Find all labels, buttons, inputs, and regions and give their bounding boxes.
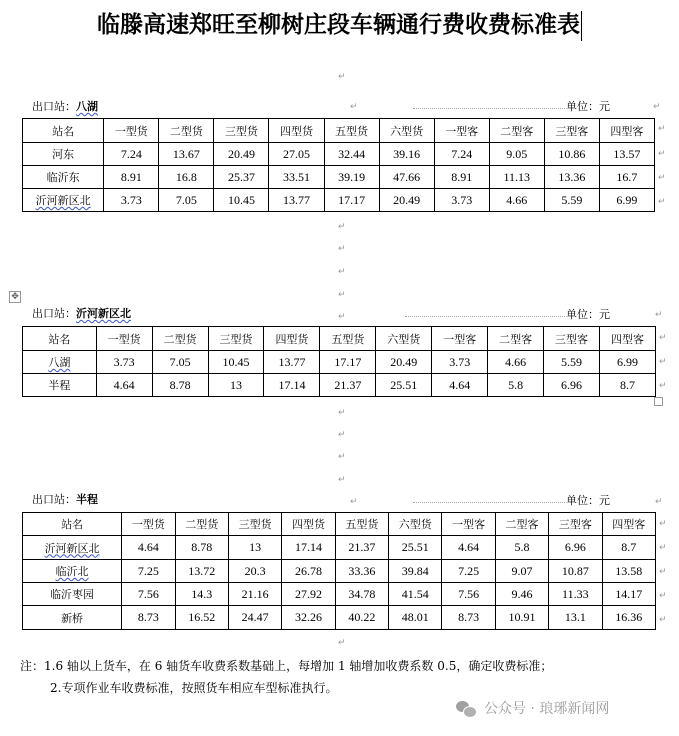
- station-name: 临沂东: [23, 166, 104, 189]
- paragraph-mark: ↵: [338, 222, 346, 232]
- station-name: 沂河新区北: [23, 189, 104, 212]
- fee-cell: 32.44: [324, 143, 379, 166]
- row-end-mark: ↵: [659, 333, 667, 343]
- fee-cell: 13.57: [599, 143, 654, 166]
- table-row: [23, 606, 656, 630]
- paragraph-mark: ↵: [338, 475, 346, 485]
- fee-cell: 9.46: [495, 583, 548, 606]
- column-header: 四型客: [600, 327, 656, 351]
- column-header: 四型客: [599, 119, 654, 143]
- fee-table-bahu: [22, 118, 655, 212]
- fee-cell: 7.24: [434, 143, 489, 166]
- table-resize-handle[interactable]: [654, 397, 663, 406]
- exit-prefix: 出口站：: [32, 307, 76, 320]
- column-header: 四型货: [282, 513, 335, 536]
- fee-cell: 3.73: [96, 351, 152, 374]
- table-row: [23, 143, 655, 166]
- watermark: [456, 699, 609, 719]
- column-header: 三型客: [544, 327, 600, 351]
- column-header: 一型货: [104, 119, 159, 143]
- document-title: [0, 8, 679, 42]
- table-move-handle-icon[interactable]: ✥: [9, 291, 21, 303]
- row-end-mark: ↵: [658, 124, 666, 134]
- column-header: 六型货: [389, 513, 442, 536]
- fee-cell: 39.19: [324, 166, 379, 189]
- column-header: 二型货: [175, 513, 228, 536]
- row-end-mark: ↵: [658, 149, 666, 159]
- column-header: 四型货: [264, 327, 320, 351]
- fee-cell: 10.45: [214, 189, 269, 212]
- fee-cell: 8.91: [434, 166, 489, 189]
- fee-cell: 14.17: [602, 583, 655, 606]
- fee-cell: 25.37: [214, 166, 269, 189]
- fee-cell: 11.33: [549, 583, 602, 606]
- fee-cell: 5.8: [488, 374, 544, 397]
- fee-cell: 7.25: [122, 560, 175, 583]
- fee-cell: 11.13: [489, 166, 544, 189]
- fee-cell: 6.99: [600, 351, 656, 374]
- tab-leader-dots: [413, 108, 565, 109]
- fee-table-bancheng: [22, 512, 656, 630]
- column-header: 三型货: [228, 513, 281, 536]
- fee-cell: 3.73: [432, 351, 488, 374]
- table-row: [23, 166, 655, 189]
- fee-cell: 48.01: [389, 606, 442, 630]
- fee-cell: 13: [208, 374, 264, 397]
- fee-cell: 41.54: [389, 583, 442, 606]
- fee-cell: 8.78: [152, 374, 208, 397]
- exit-station-name: 沂河新区北: [76, 307, 131, 320]
- table-header-row: [23, 119, 655, 143]
- fee-cell: 13.1: [549, 606, 602, 630]
- fee-cell: 8.78: [175, 536, 228, 560]
- fee-cell: 6.96: [544, 374, 600, 397]
- column-header: 一型货: [122, 513, 175, 536]
- column-header: 二型客: [488, 327, 544, 351]
- fee-cell: 9.07: [495, 560, 548, 583]
- station-name: 八湖: [23, 351, 97, 374]
- row-end-mark: ↵: [659, 591, 667, 601]
- note-line-2: 2.专项作业车收费标准，按照货车相应车型标准执行。: [50, 681, 338, 695]
- paragraph-mark: ↵: [338, 244, 346, 254]
- paragraph-mark: ↵: [338, 638, 346, 648]
- fee-cell: 10.45: [208, 351, 264, 374]
- fee-cell: 7.56: [122, 583, 175, 606]
- fee-cell: 8.91: [104, 166, 159, 189]
- fee-cell: 8.7: [600, 374, 656, 397]
- column-header: 三型货: [208, 327, 264, 351]
- fee-cell: 39.84: [389, 560, 442, 583]
- fee-cell: 7.24: [104, 143, 159, 166]
- column-header: 四型客: [602, 513, 655, 536]
- fee-cell: 13.72: [175, 560, 228, 583]
- unit-label-1: 单位：元: [566, 100, 610, 113]
- column-header: 三型客: [549, 513, 602, 536]
- column-header: 一型货: [96, 327, 152, 351]
- column-header: 五型货: [335, 513, 388, 536]
- note-line-1: 注：1.6 轴以上货车，在 6 轴货车收费系数基础上，每增加 1 轴增加收费系数 0.5，确定收费标准；: [20, 659, 553, 673]
- fee-cell: 34.78: [335, 583, 388, 606]
- fee-cell: 27.05: [269, 143, 324, 166]
- table-row: [23, 560, 656, 583]
- row-end-mark: ↵: [659, 543, 667, 553]
- station-name: 河东: [23, 143, 104, 166]
- fee-cell: 13.77: [269, 189, 324, 212]
- fee-cell: 5.59: [544, 189, 599, 212]
- fee-cell: 8.73: [442, 606, 495, 630]
- text-cursor: [581, 11, 582, 41]
- fee-cell: 13.58: [602, 560, 655, 583]
- fee-cell: 10.87: [549, 560, 602, 583]
- unit-label-3: 单位：元: [566, 494, 610, 507]
- row-end-mark: ↵: [658, 173, 666, 183]
- fee-cell: 7.25: [442, 560, 495, 583]
- fee-cell: 21.37: [335, 536, 388, 560]
- column-header: 三型客: [544, 119, 599, 143]
- station-name: 沂河新区北: [23, 536, 122, 560]
- fee-table-yihe-xinqu-bei: [22, 326, 656, 397]
- station-name: 临沂枣园: [23, 583, 122, 606]
- fee-cell: 27.92: [282, 583, 335, 606]
- fee-cell: 4.66: [489, 189, 544, 212]
- fee-cell: 13: [228, 536, 281, 560]
- table-header-row: [23, 327, 656, 351]
- tab-leader-dots: [405, 316, 565, 317]
- title-text: 临滕高速郑旺至柳树庄段车辆通行费收费标准表: [97, 11, 580, 38]
- fee-cell: 4.64: [432, 374, 488, 397]
- fee-cell: 14.3: [175, 583, 228, 606]
- paragraph-mark: ↵: [338, 430, 346, 440]
- fee-cell: 47.66: [379, 166, 434, 189]
- table-row: [23, 536, 656, 560]
- fee-cell: 6.96: [549, 536, 602, 560]
- fee-cell: 20.49: [214, 143, 269, 166]
- exit-station-label-2: [32, 307, 131, 321]
- fee-cell: 13.77: [264, 351, 320, 374]
- fee-cell: 13.67: [159, 143, 214, 166]
- fee-cell: 3.73: [434, 189, 489, 212]
- column-header: 六型货: [379, 119, 434, 143]
- column-header: 一型客: [434, 119, 489, 143]
- fee-cell: 21.37: [320, 374, 376, 397]
- column-header: 二型货: [159, 119, 214, 143]
- table-row: [23, 351, 656, 374]
- fee-cell: 17.14: [282, 536, 335, 560]
- column-header: 五型货: [320, 327, 376, 351]
- fee-cell: 7.05: [152, 351, 208, 374]
- fee-cell: 4.64: [122, 536, 175, 560]
- fee-cell: 5.8: [495, 536, 548, 560]
- paragraph-mark: ↵: [655, 497, 663, 507]
- fee-cell: 17.14: [264, 374, 320, 397]
- paragraph-mark: ↵: [350, 102, 358, 112]
- paragraph-mark: ↵: [338, 312, 346, 322]
- fee-cell: 33.51: [269, 166, 324, 189]
- fee-cell: 6.99: [599, 189, 654, 212]
- paragraph-mark: ↵: [338, 452, 346, 462]
- fee-cell: 20.49: [379, 189, 434, 212]
- fee-cell: 26.78: [282, 560, 335, 583]
- wechat-icon: [456, 701, 478, 717]
- column-header: 一型客: [432, 327, 488, 351]
- fee-cell: 7.56: [442, 583, 495, 606]
- column-header: 二型客: [489, 119, 544, 143]
- column-header: 六型货: [376, 327, 432, 351]
- watermark-text: 公众号 · 琅琊新闻网: [484, 701, 610, 717]
- exit-station-label-3: [32, 493, 98, 507]
- column-header: 二型客: [495, 513, 548, 536]
- paragraph-mark: ↵: [655, 310, 663, 320]
- station-name: 临沂北: [23, 560, 122, 583]
- table-header-row: [23, 513, 656, 536]
- unit-label-2: 单位：元: [566, 308, 610, 321]
- fee-cell: 25.51: [376, 374, 432, 397]
- row-end-mark: ↵: [659, 615, 667, 625]
- fee-cell: 10.91: [495, 606, 548, 630]
- tab-leader-dots: [413, 502, 565, 503]
- row-end-mark: ↵: [659, 381, 667, 391]
- fee-cell: 16.8: [159, 166, 214, 189]
- fee-cell: 4.64: [96, 374, 152, 397]
- fee-cell: 8.73: [122, 606, 175, 630]
- station-name: 新桥: [23, 606, 122, 630]
- paragraph-mark: ↵: [653, 102, 661, 112]
- notes: [20, 655, 552, 699]
- table-row: [23, 374, 656, 397]
- fee-cell: 16.7: [599, 166, 654, 189]
- exit-station-name: 半程: [76, 493, 98, 506]
- column-header: 站名: [23, 327, 97, 351]
- row-end-mark: ↵: [659, 567, 667, 577]
- fee-cell: 39.16: [379, 143, 434, 166]
- paragraph-mark: ↵: [338, 408, 346, 418]
- row-end-mark: ↵: [659, 519, 667, 529]
- fee-cell: 10.86: [544, 143, 599, 166]
- exit-station-label-1: [32, 100, 98, 114]
- column-header: 三型货: [214, 119, 269, 143]
- fee-cell: 25.51: [389, 536, 442, 560]
- column-header: 站名: [23, 513, 122, 536]
- row-end-mark: ↵: [658, 197, 666, 207]
- column-header: 四型货: [269, 119, 324, 143]
- fee-cell: 16.36: [602, 606, 655, 630]
- paragraph-mark: ↵: [350, 497, 358, 507]
- exit-prefix: 出口站：: [32, 493, 76, 506]
- table-row: [23, 189, 655, 212]
- fee-cell: 4.64: [442, 536, 495, 560]
- fee-cell: 32.26: [282, 606, 335, 630]
- fee-cell: 20.49: [376, 351, 432, 374]
- column-header: 二型货: [152, 327, 208, 351]
- fee-cell: 3.73: [104, 189, 159, 212]
- fee-cell: 21.16: [228, 583, 281, 606]
- table-row: [23, 583, 656, 606]
- fee-cell: 16.52: [175, 606, 228, 630]
- paragraph-mark: ↵: [338, 267, 346, 277]
- fee-cell: 13.36: [544, 166, 599, 189]
- row-end-mark: ↵: [659, 357, 667, 367]
- column-header: 五型货: [324, 119, 379, 143]
- fee-cell: 5.59: [544, 351, 600, 374]
- fee-cell: 40.22: [335, 606, 388, 630]
- fee-cell: 33.36: [335, 560, 388, 583]
- fee-cell: 7.05: [159, 189, 214, 212]
- paragraph-mark: ↵: [338, 72, 346, 82]
- fee-cell: 17.17: [324, 189, 379, 212]
- exit-station-name: 八湖: [76, 100, 98, 113]
- exit-prefix: 出口站：: [32, 100, 76, 113]
- column-header: 站名: [23, 119, 104, 143]
- fee-cell: 20.3: [228, 560, 281, 583]
- fee-cell: 9.05: [489, 143, 544, 166]
- fee-cell: 24.47: [228, 606, 281, 630]
- fee-cell: 17.17: [320, 351, 376, 374]
- station-name: 半程: [23, 374, 97, 397]
- fee-cell: 8.7: [602, 536, 655, 560]
- paragraph-mark: ↵: [338, 290, 346, 300]
- fee-cell: 4.66: [488, 351, 544, 374]
- column-header: 一型客: [442, 513, 495, 536]
